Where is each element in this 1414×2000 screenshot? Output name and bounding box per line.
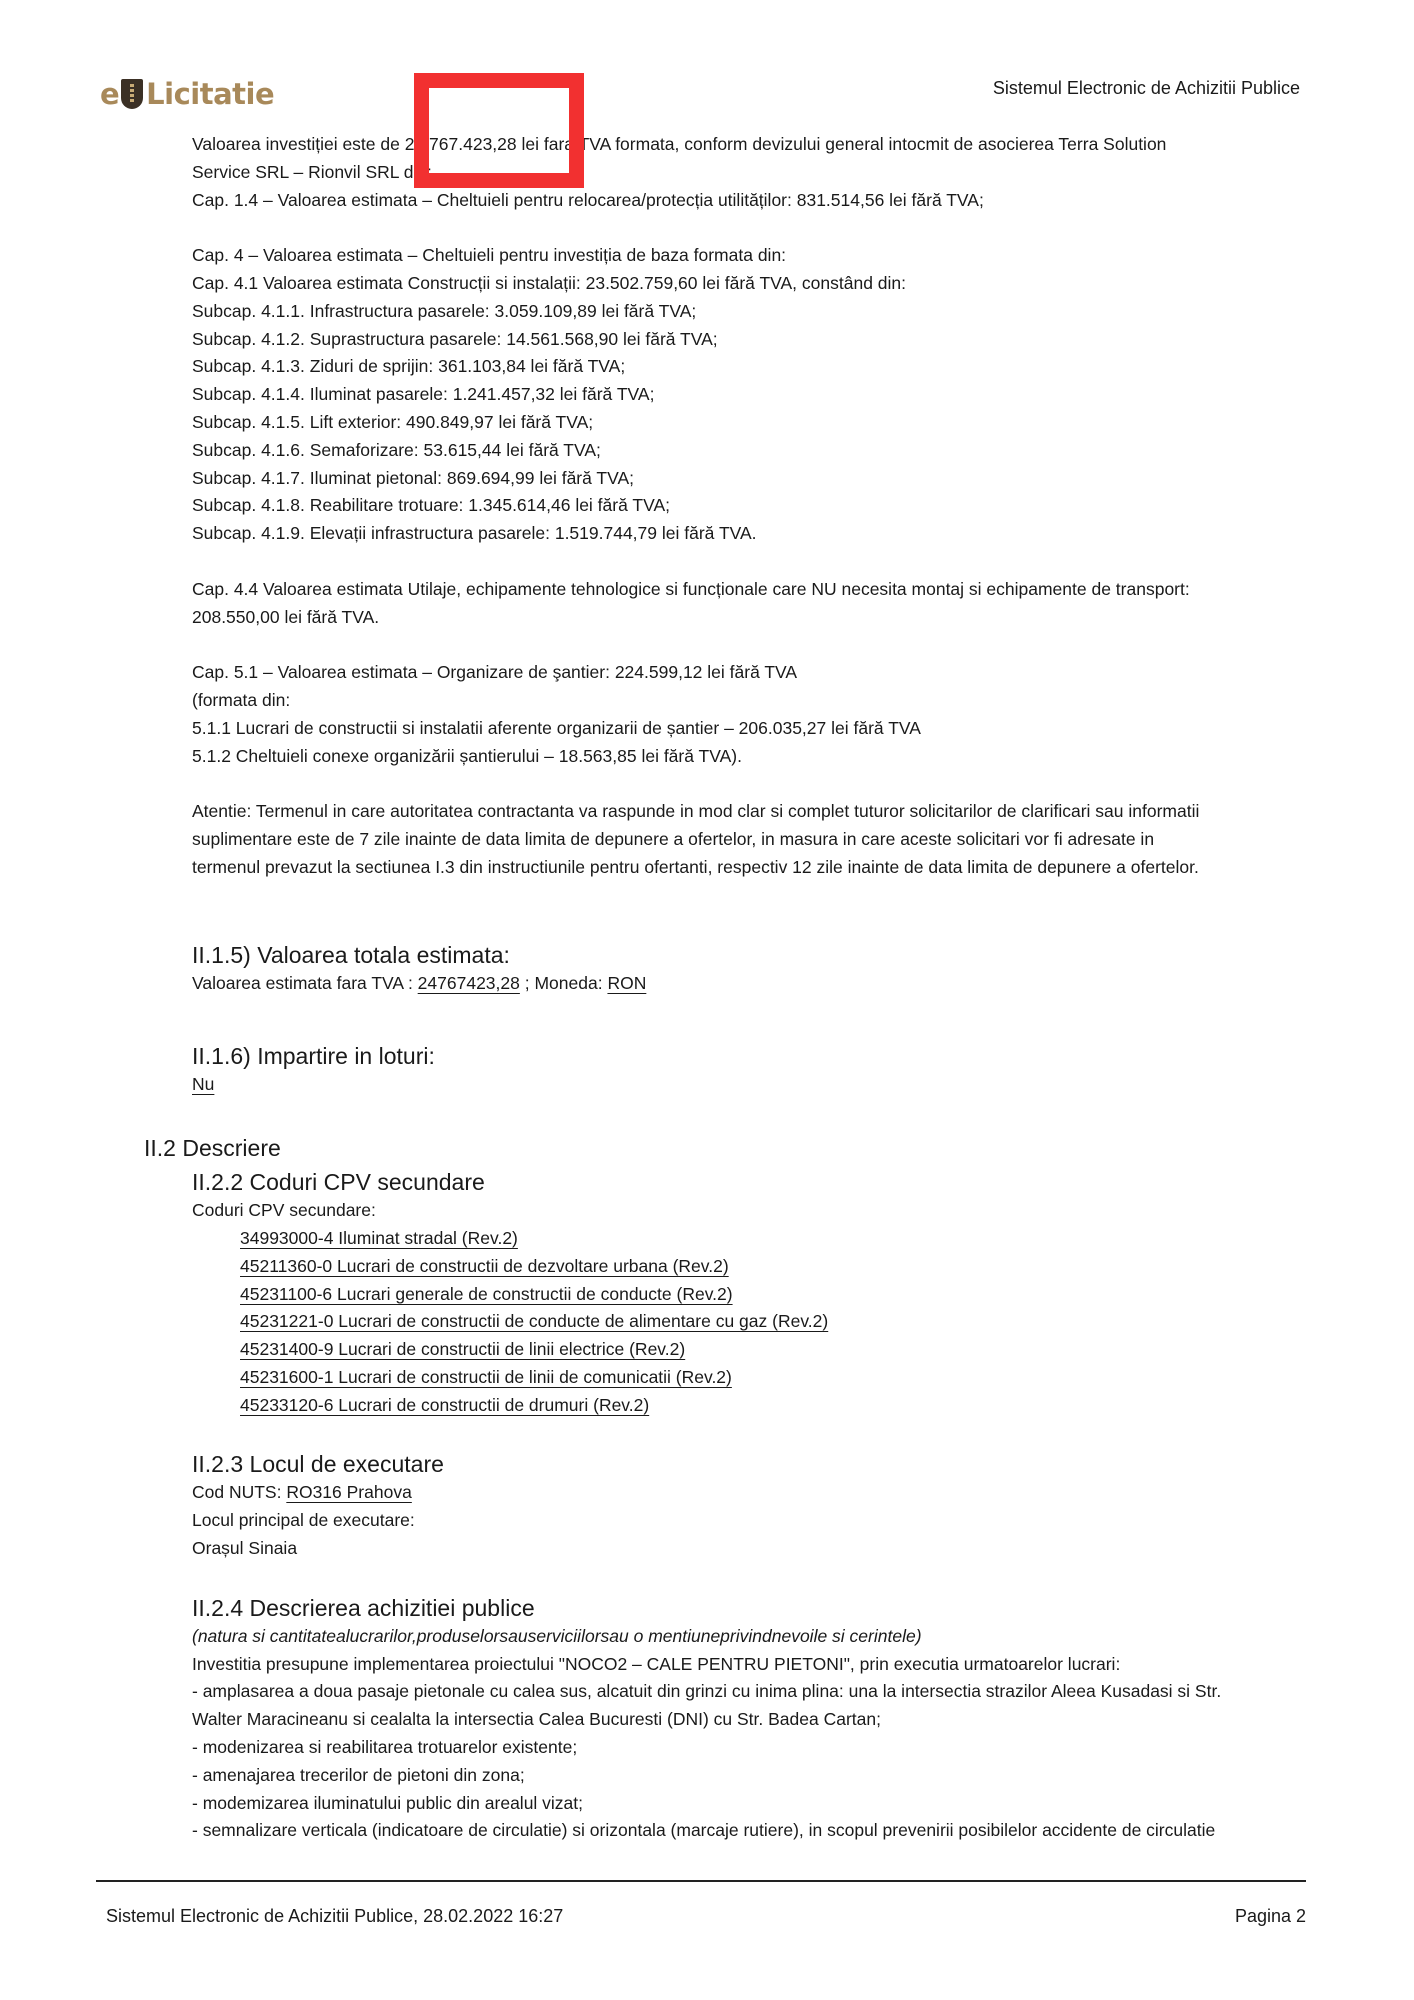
subcap-line: Subcap. 4.1.8. Reabilitare trotuare: 1.345.614,46 lei fără TVA; [192,495,670,516]
description-line: Investitia presupune implementarea proiectului "NOCO2 – CALE PENTRU PIETONI", prin executia urmatoarelor lucrari: [192,1653,1121,1674]
section-heading-ii-1-6: II.1.6) Impartire in loturi: [192,1043,435,1070]
footer-page-number: Pagina 2 [1234,1906,1306,1926]
description-line: - amplasarea a doua pasaje pietonale cu calea sus, alcatuit din grinzi cu inima plina: una la intersectia strazilor Aleea Kusadasi si Str. [192,1681,1222,1702]
nuts-row [192,1479,1302,1507]
subcap-line: Subcap. 4.1.4. Iluminat pasarele: 1.241.457,32 lei fără TVA; [192,384,655,405]
subcap-line: Subcap. 4.1.3. Ziduri de sprijin: 361.103,84 lei fără TVA; [192,356,626,377]
cap44-line: Cap. 4.4 Valoarea estimata Utilaje, echipamente tehnologice si funcționale care NU necesita montaj si echipamente de transport: [192,578,1190,599]
subcap-line: Subcap. 4.1.1. Infrastructura pasarele: 3.059.109,89 lei fără TVA; [192,300,697,321]
currency-label: ; Moneda: [519,972,608,993]
cpv-code-link[interactable]: 45211360-0 Lucrari de constructii de dezvoltare urbana (Rev.2) [240,1255,729,1276]
estimated-value-label: Valoarea estimata fara TVA : [192,972,418,993]
cpv-code-link[interactable]: 45231221-0 Lucrari de constructii de conducte de alimentare cu gaz (Rev.2) [240,1311,829,1332]
cpv-list [240,1225,1302,1420]
footer-system-timestamp: Sistemul Electronic de Achizitii Publice, 28.02.2022 16:27 [106,1906,564,1926]
cpv-code-link[interactable]: 45233120-6 Lucrari de constructii de drumuri (Rev.2) [240,1394,650,1415]
description-line: Walter Maracineanu si cealalta la intersectia Calea Bucuresti (DNI) cu Str. Badea Cartan; [192,1709,881,1730]
intro-line: Service SRL – Rionvil SRL din: [192,161,432,182]
section-heading-ii-2-4: II.2.4 Descrierea achizitiei publice [192,1594,535,1621]
atentie-line: suplimentare este de 7 zile inainte de data limita de depunere a ofertelor, in masura in care aceste solicitari vor fi adresate in [192,828,1155,849]
section-heading-ii-2: II.2 Descriere [144,1135,281,1162]
cap5-line: (formata din: [192,689,291,710]
section-heading-ii-2-2: II.2.2 Coduri CPV secundare [192,1169,485,1196]
subcap-line: Subcap. 4.1.6. Semaforizare: 53.615,44 lei fără TVA; [192,439,601,460]
cpv-code-link[interactable]: 45231100-6 Lucrari generale de constructii de conducte (Rev.2) [240,1283,733,1304]
atentie-line: Atentie: Termenul in care autoritatea contractanta va raspunde in mod clar si complet tuturor solicitarilor de clarificari sau informatii [192,801,1200,822]
subcap-line: Subcap. 4.1.2. Suprastructura pasarele: 14.561.568,90 lei fără TVA; [192,328,718,349]
cpv-label: Coduri CPV secundare: [192,1200,376,1221]
logo-prefix: e [100,77,120,111]
main-location-label: Locul principal de executare: [192,1510,415,1531]
cap4-title: Cap. 4 – Valoarea estimata – Cheltuieli pentru investiția de baza formata din: [192,245,787,266]
description-line: - modenizarea si reabilitarea trotuarelor existente; [192,1737,578,1758]
logo-text: Licitatie [146,77,275,111]
shield-icon [121,79,143,109]
section-heading-ii-1-5: II.1.5) Valoarea totala estimata: [192,941,510,968]
estimated-value-row [192,970,1302,998]
cpv-code-link[interactable]: 34993000-4 Iluminat stradal (Rev.2) [240,1227,518,1248]
document-body [144,131,1302,1845]
subcap-line: Subcap. 4.1.9. Elevații infrastructura pasarele: 1.519.744,79 lei fără TVA. [192,523,757,544]
cpv-code-link[interactable]: 45231600-1 Lucrari de constructii de linii de comunicatii (Rev.2) [240,1366,732,1387]
intro-line: Cap. 1.4 – Valoarea estimata – Cheltuieli pentru relocarea/protecția utilităților: 831.514,56 lei fără TVA; [192,189,984,210]
description-subtitle: (natura si cantitatealucrarilor,produselorsauserviciilorsau o mentiuneprivindnevoile si cerintele) [192,1625,922,1646]
header-title: Sistemul Electronic de Achizitii Publice [992,78,1300,98]
estimated-value-link[interactable]: 24767423,28 [417,972,520,993]
subcap-line: Subcap. 4.1.7. Iluminat pietonal: 869.694,99 lei fără TVA; [192,467,635,488]
lots-value-link[interactable]: Nu [192,1074,215,1095]
intro-line: Valoarea investiției este de 24.767.423,28 lei fara TVA formata, conform devizului general intocmit de asocierea Terra Solution [192,134,1167,154]
description-line: - amenajarea trecerilor de pietoni din zona; [192,1764,525,1785]
nuts-label: Cod NUTS: [192,1482,287,1503]
cap5-line: 5.1.1 Lucrari de constructii si instalatii aferente organizarii de șantier – 206.035,27 lei fără TVA [192,717,921,738]
atentie-line: termenul prevazut la sectiunea I.3 din instructiunile pentru ofertanti, respectiv 12 zile inainte de data limita de depunere a ofertelor. [192,856,1199,877]
description-line: - modemizarea iluminatului public din arealul vizat; [192,1792,584,1813]
description-line: - semnalizare verticala (indicatoare de circulatie) si orizontala (marcaje rutiere), in scopul prevenirii posibilelor accidente de circulatie [192,1820,1216,1841]
currency-link[interactable]: RON [607,972,647,993]
section-heading-ii-2-3: II.2.3 Locul de executare [192,1451,444,1478]
cap5-line: Cap. 5.1 – Valoarea estimata – Organizare de şantier: 224.599,12 lei fără TVA [192,662,798,683]
elicitatie-logo [100,76,274,112]
cap5-line: 5.1.2 Cheltuieli conexe organizării șantierului – 18.563,85 lei fără TVA). [192,745,742,766]
main-location-value: Orașul Sinaia [192,1538,298,1559]
cap44-line: 208.550,00 lei fără TVA. [192,606,380,627]
subcap-line: Subcap. 4.1.5. Lift exterior: 490.849,97 lei fără TVA; [192,411,594,432]
nuts-link[interactable]: RO316 Prahova [286,1482,412,1503]
cap41-line: Cap. 4.1 Valoarea estimata Construcții si instalații: 23.502.759,60 lei fără TVA, constând din: [192,272,907,293]
footer-divider [96,1880,1306,1882]
cpv-code-link[interactable]: 45231400-9 Lucrari de constructii de linii electrice (Rev.2) [240,1339,686,1360]
